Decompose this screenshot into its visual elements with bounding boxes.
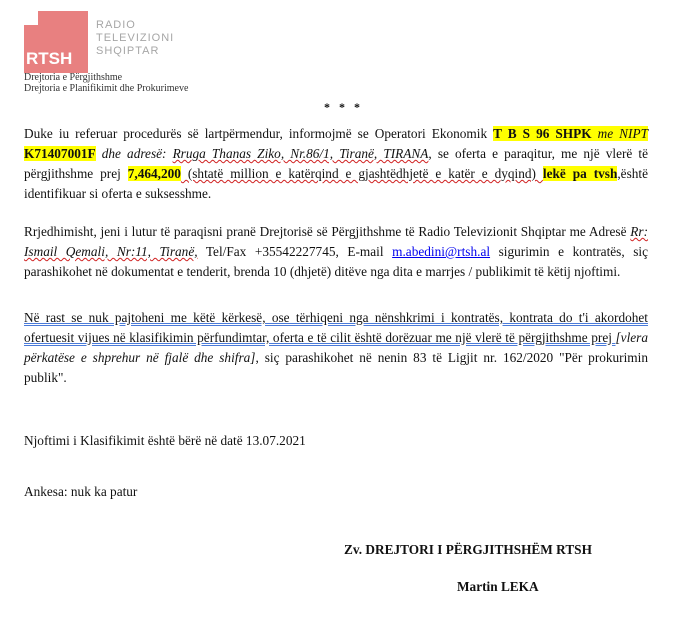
value-placeholder: [vlera përkatëse e shprehur në fjalë dhe shifra] (24, 330, 648, 365)
paragraph-instructions (24, 222, 648, 282)
logo-line-2: TELEVIZIONI (96, 32, 175, 44)
p1-text-2: dhe adresë: (95, 146, 173, 161)
signatory-title: Zv. DREJTORI I PËRGJITHSHËM RTSH (344, 542, 592, 557)
logo-mark-text: RTSH (26, 49, 73, 68)
p2-text-3: sigurimin e kontratës, siç parashikohet në dokumentat e tenderit, brenda 10 (dhjetë) ditëve nga dita e marrjes / publikimit të këtij njoftimi. (24, 244, 648, 279)
dept-line-1: Drejtoria e Përgjithshme (24, 72, 123, 83)
amount-in-words: (shtatë million e katërqind e gjashtëdhjetë e katër e dyqind) (180, 166, 543, 181)
signatory-name: Martin LEKA (457, 579, 539, 594)
p1-text-3: , se oferta e paraqitur, me një vlerë të përgjithshme prej (24, 146, 648, 181)
logo-line-1: RADIO (96, 19, 136, 31)
email-link[interactable]: m.abedini@rtsh.al (392, 244, 491, 259)
nipt-label: me NIPT (591, 126, 648, 141)
logo-wordmark (96, 19, 174, 58)
offer-amount: 7,464,200 (127, 166, 181, 181)
p3-text-1: Në rast se nuk pajtoheni me këtë kërkesë, ose tërhiqeni nga nënshkrimi i kontratës, kontrata do t'i akordohet ofertuesit vijues në klasifikimin përfundimtar, oferta e të cilit është dorëzuar me një vlerë të përgjithshme prej (24, 310, 648, 345)
department-header (24, 72, 188, 94)
p3-text-2: , siç parashikohet në nenin 83 të Ligjit nr. 162/2020 "Për prokurimin publik". (24, 350, 648, 385)
rtsh-address: Rr: Ismail Qemali, Nr:11, Tiranë, (24, 224, 648, 259)
paragraph-refusal (24, 308, 648, 388)
complaint-note: Ankesa: nuk ka patur (24, 484, 138, 499)
company-name: T B S 96 SHPK (493, 126, 592, 141)
logo-mark (24, 11, 88, 73)
classification-date: Njoftimi i Klasifikimit është bërë në datë 13.07.2021 (24, 433, 306, 448)
p2-text-1: Rrjedhimisht, jeni i lutur të paraqisni pranë Drejtorisë së Përgjithshme të Radio Televizionit Shqiptar me Adresë (24, 224, 631, 239)
rtsh-logo (20, 7, 200, 73)
amount-currency: lekë pa tvsh (542, 166, 618, 181)
nipt-number: K71407001F (24, 146, 96, 161)
p2-text-2: Tel/Fax +35542227745, E-mail (197, 244, 393, 259)
p1-text-5: ,është identifikuar si oferta e suksesshme. (24, 166, 649, 201)
company-address: Rruga Thanas Ziko, Nr.86/1, Tiranë, TIRANA (172, 146, 429, 161)
section-separator: * * * (324, 100, 363, 114)
logo-corner (24, 11, 38, 25)
paragraph-winner (24, 124, 648, 204)
logo-line-3: SHQIPTAR (96, 45, 160, 57)
dept-line-2: Drejtoria e Planifikimit dhe Prokurimeve (24, 83, 189, 94)
p1-text-1: Duke iu referuar procedurës së lartpërmendur, informojmë se Operatori Ekonomik (24, 126, 494, 141)
